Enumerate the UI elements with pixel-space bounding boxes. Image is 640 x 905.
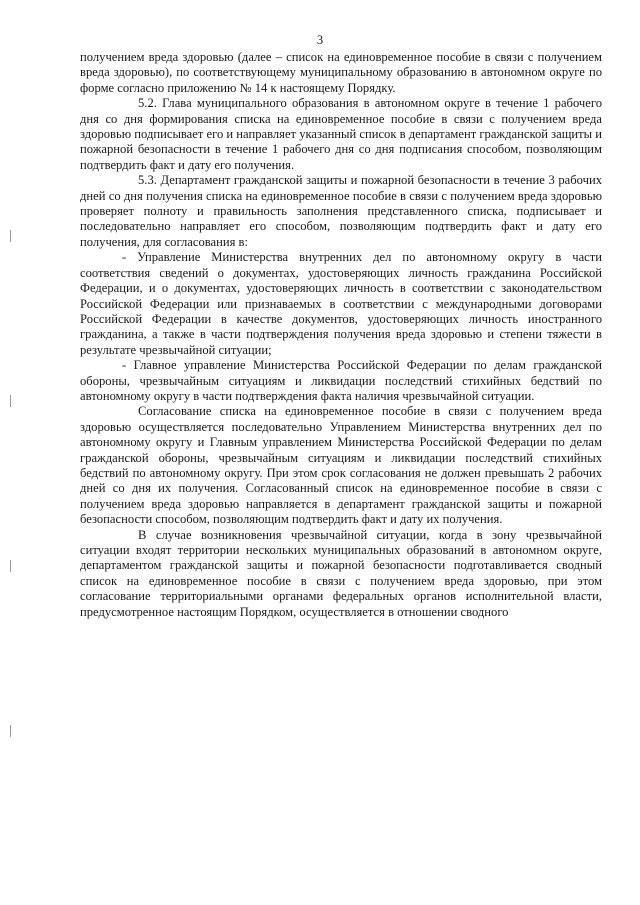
page-number: 3: [316, 33, 324, 47]
list-item-mvd: - Управление Министерства внутренних дел по автономному округу в части соответствия сведений о документах, удостоверяющих личность гражданина Российской Федерации, и о документах, удостоверяющих личность в соответствии с законодательством Российской Федерации или признаваемых в соответствии с международными договорами Российской Федерации в качестве документов, удостоверяющих личность иностранного гражданина, а также в части подтверждения получения вреда здоровью и степени тяжести в результате чрезвычайной ситуации;: [80, 250, 602, 357]
list-item-mchs: - Главное управление Министерства Российской Федерации по делам гражданской обороны, чрезвычайным ситуациям и ликвидации последствий стихийных бедствий по автономному округу в части подтверждения факта наличия чрезвычайной ситуации.: [80, 358, 602, 403]
paragraph-continuation: получением вреда здоровью (далее – список на единовременное пособие в связи с получением вреда здоровью), по соответствующему муниципальному образованию в автономном округе по форме согласно приложению № 14 к настоящему Порядку.: [80, 50, 602, 95]
paragraph-emergency: В случае возникновения чрезвычайной ситуации, когда в зону чрезвычайной ситуации входят территории нескольких муниципальных образований в автономном округе, департаментом гражданской защиты и пожарной безопасности подготавливается сводный список на единовременное пособие в связи с получением вреда здоровью, при этом согласование территориальными органами федеральных органов исполнительной власти, предусмотренное настоящим Порядком, осуществляется в отношении сводного: [80, 527, 602, 619]
document-body: [80, 50, 602, 620]
scan-margin-marks: [10, 0, 14, 905]
paragraph-5-3: 5.3. Департамент гражданской защиты и пожарной безопасности в течение 3 рабочих дней со дня получения списка на единовременное пособие в связи с получением вреда здоровью проверяет полноту и правильность заполнения представленного списка, подписывает и последовательно направляет его способом, позволяющим подтвердить факт и дату его получения, для согласования в:: [80, 173, 602, 249]
paragraph-5-2: 5.2. Глава муниципального образования в автономном округе в течение 1 рабочего дня со дня формирования списка на единовременное пособие в связи с получением вреда здоровью подписывает его и направляет указанный список в департамент гражданской защиты и пожарной безопасности в течение 1 рабочего дня со дня подписания способом, позволяющим подтвердить факт и дату его получения.: [80, 96, 602, 172]
paragraph-approval: Согласование списка на единовременное пособие в связи с получением вреда здоровью осуществляется последовательно Управлением Министерства внутренних дел по автономному округу и Главным управлением Министерства Российской Федерации по делам гражданской обороны, чрезвычайным ситуациям и ликвидации последствий стихийных бедствий по автономному округу. При этом срок согласования не должен превышать 2 рабочих дней со дня их получения. Согласованный список на единовременное пособие в связи с получением вреда здоровью направляется в департамент гражданской защиты и пожарной безопасности способом, позволяющим подтвердить факт и дату их получения.: [80, 404, 602, 527]
